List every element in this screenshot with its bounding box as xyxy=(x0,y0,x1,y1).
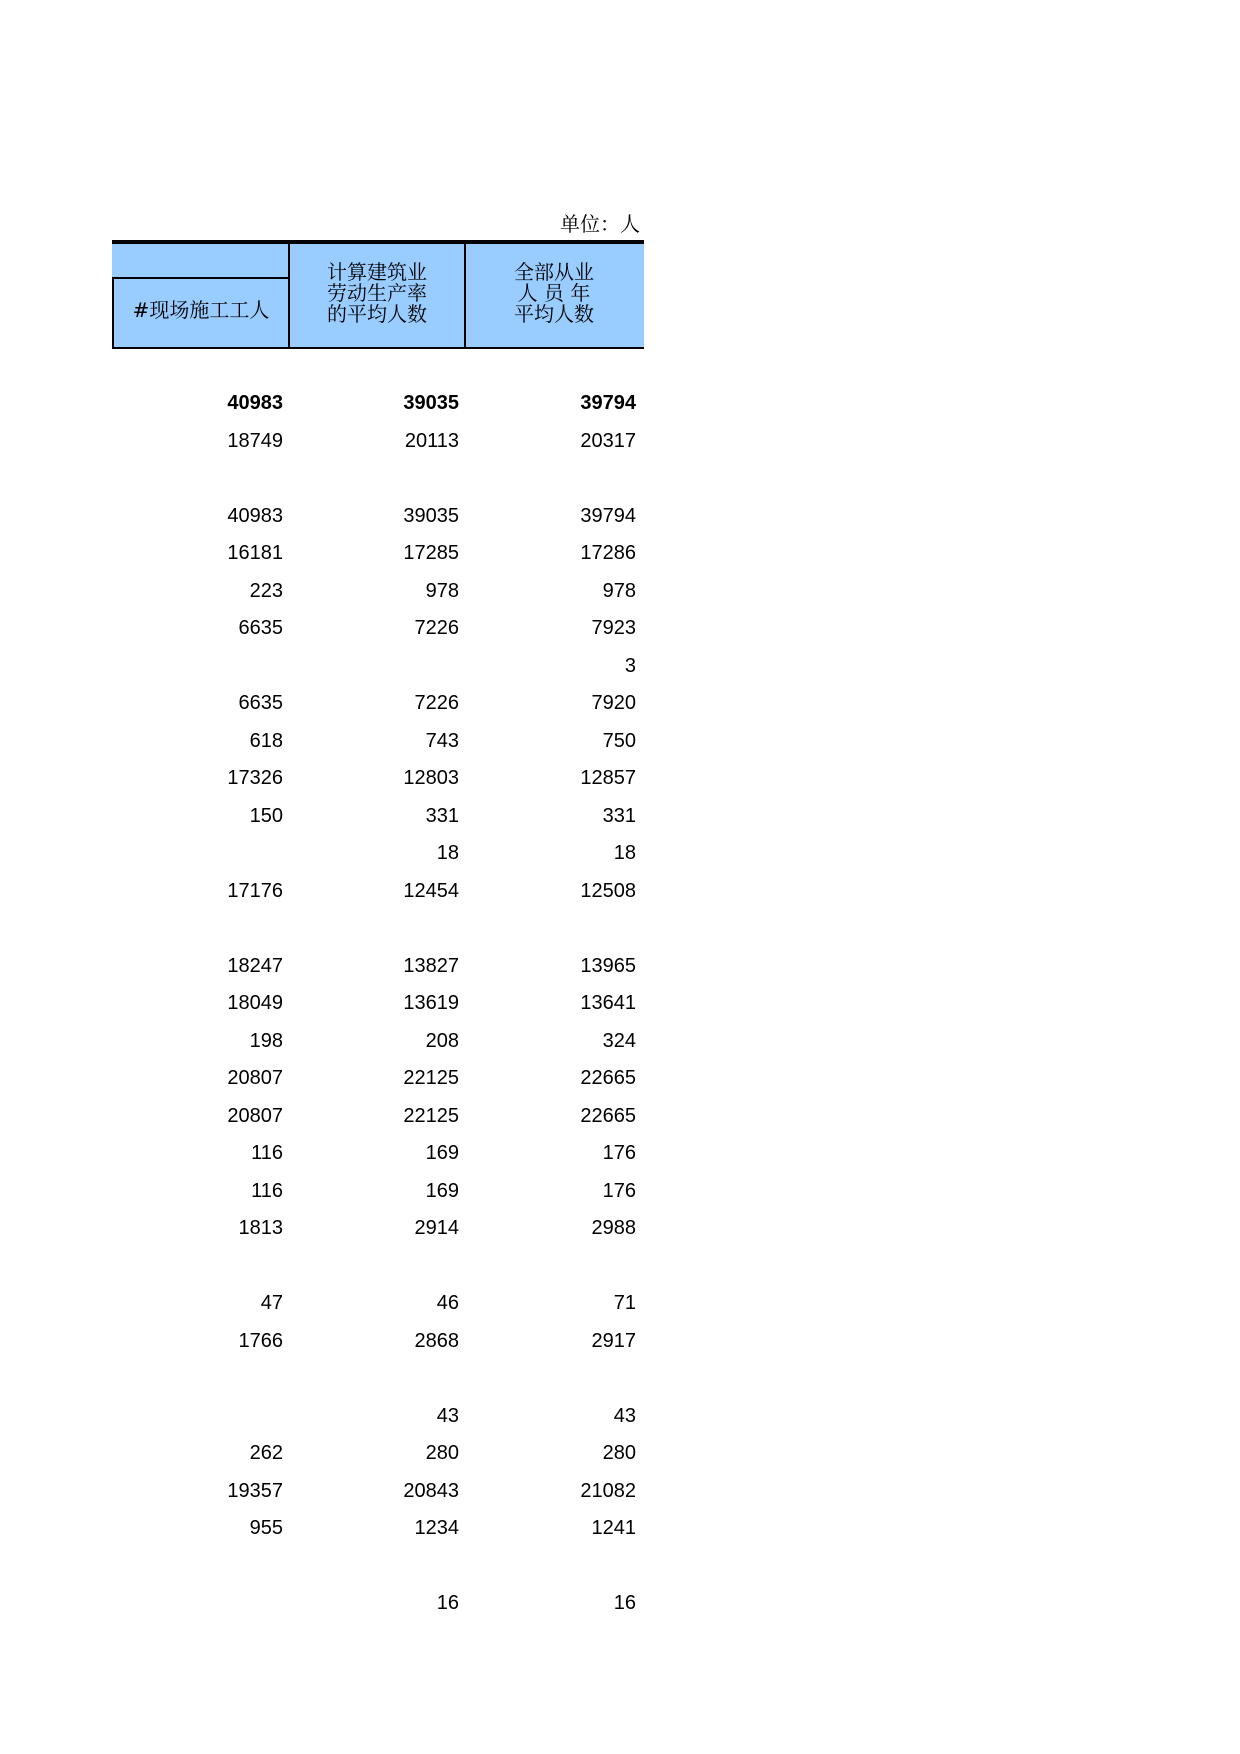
table-cell: 22665 xyxy=(580,1067,636,1089)
table-cell xyxy=(123,914,283,942)
table-cell: 22125 xyxy=(403,1104,459,1127)
table-cell: 1241 xyxy=(591,1517,636,1539)
table-cell: 18049 xyxy=(227,992,283,1014)
table-cell: 331 xyxy=(425,804,459,827)
table-cell: 1766 xyxy=(238,1329,283,1352)
table-cell: 2868 xyxy=(414,1329,459,1352)
table-cell: 3 xyxy=(624,654,636,677)
table-cell: 7226 xyxy=(414,617,459,639)
table-cell: 18749 xyxy=(227,429,283,452)
table-cell: 750 xyxy=(602,729,636,752)
table-cell: 7923 xyxy=(591,617,636,639)
table-cell: 39035 xyxy=(403,504,459,527)
table-cell xyxy=(476,1552,636,1580)
table-cell: 208 xyxy=(425,1029,459,1052)
table-cell: 20317 xyxy=(580,429,636,452)
table-cell xyxy=(123,1552,283,1580)
table-cell: 955 xyxy=(249,1517,283,1539)
table-cell: 150 xyxy=(249,804,283,827)
table-cell: 12803 xyxy=(403,767,459,789)
table-cell: 12454 xyxy=(403,879,459,902)
table-cell: 7226 xyxy=(414,692,459,714)
table-cell: 17326 xyxy=(227,767,283,789)
table-cell: 2914 xyxy=(414,1217,459,1239)
table-cell: 13619 xyxy=(403,992,459,1014)
table-cell: 17286 xyxy=(580,542,636,564)
table-cell: 324 xyxy=(602,1029,636,1052)
table-cell: 40983 xyxy=(227,392,283,414)
header-col-site-workers: #现场施工工人 xyxy=(132,298,270,322)
table-cell: 7920 xyxy=(591,692,636,714)
table-cell xyxy=(476,914,636,942)
table-cell: 169 xyxy=(425,1142,459,1164)
table-cell: 116 xyxy=(251,1142,283,1164)
table-cell xyxy=(299,1252,459,1280)
table-cell: 13641 xyxy=(580,992,636,1014)
table-cell: 47 xyxy=(260,1292,283,1314)
table-cell: 46 xyxy=(436,1292,459,1314)
table-cell: 43 xyxy=(436,1404,459,1427)
table-cell: 6635 xyxy=(238,617,283,639)
table-cell: 116 xyxy=(251,1179,283,1202)
table-cell: 21082 xyxy=(580,1479,636,1502)
table-cell: 16 xyxy=(613,1592,636,1614)
header-col-all-employees-avg: 全部从业 人 员 年 平均人数 xyxy=(514,260,594,326)
table-cell xyxy=(299,1364,459,1392)
unit-label: 单位：人 xyxy=(560,212,640,236)
table-cell xyxy=(299,652,459,680)
table-cell: 262 xyxy=(249,1442,283,1464)
table-cell: 2988 xyxy=(591,1217,636,1239)
table-cell: 331 xyxy=(602,804,636,827)
table-cell: 20113 xyxy=(404,429,459,452)
table-cell: 2917 xyxy=(591,1329,636,1352)
table-cell: 618 xyxy=(249,729,283,752)
table-cell: 12508 xyxy=(580,879,636,902)
table-cell: 280 xyxy=(602,1442,636,1464)
table-cell: 978 xyxy=(602,579,636,602)
table-cell xyxy=(123,839,283,867)
table-cell: 1234 xyxy=(414,1517,459,1539)
table-cell xyxy=(476,1252,636,1280)
table-cell: 43 xyxy=(613,1404,636,1427)
header-bottom-border xyxy=(112,347,644,349)
table-cell: 39794 xyxy=(580,392,636,414)
table-cell: 198 xyxy=(249,1029,283,1052)
table-cell: 13965 xyxy=(580,954,636,977)
table-cell: 20807 xyxy=(227,1067,283,1089)
table-cell: 39794 xyxy=(580,504,636,527)
table-cell: 20843 xyxy=(403,1479,459,1502)
table-cell: 1813 xyxy=(238,1217,283,1239)
table-cell: 743 xyxy=(425,729,459,752)
table-cell: 18247 xyxy=(227,954,283,977)
table-cell: 6635 xyxy=(238,692,283,714)
table-cell: 17285 xyxy=(403,542,459,564)
table-cell xyxy=(299,464,459,492)
table-cell: 39035 xyxy=(403,392,459,414)
table-cell: 176 xyxy=(602,1142,636,1164)
header-col-productivity-avg: 计算建筑业 劳动生产率 的平均人数 xyxy=(327,260,427,326)
table-cell xyxy=(123,1402,283,1430)
table-cell xyxy=(476,1364,636,1392)
table-cell: 169 xyxy=(425,1179,459,1202)
table-cell xyxy=(123,652,283,680)
table-cell xyxy=(299,914,459,942)
table-cell xyxy=(299,1552,459,1580)
table-cell: 18 xyxy=(436,842,459,864)
table-cell xyxy=(123,1252,283,1280)
table-cell xyxy=(476,464,636,492)
table-cell xyxy=(123,1364,283,1392)
table-cell: 280 xyxy=(425,1442,459,1464)
table-cell: 71 xyxy=(613,1292,636,1314)
table-cell xyxy=(123,464,283,492)
header-subline xyxy=(112,277,288,279)
table-cell: 22665 xyxy=(580,1104,636,1127)
table-cell: 16181 xyxy=(227,542,283,564)
table-cell: 17176 xyxy=(227,879,283,902)
table-cell: 13827 xyxy=(403,954,459,977)
table-cell: 20807 xyxy=(227,1104,283,1127)
table-cell: 978 xyxy=(425,579,459,602)
table-cell: 16 xyxy=(436,1592,459,1614)
table-cell xyxy=(123,1589,283,1617)
table-cell: 12857 xyxy=(580,767,636,789)
table-cell: 176 xyxy=(602,1179,636,1202)
table-cell: 19357 xyxy=(227,1479,283,1502)
table-cell: 40983 xyxy=(227,504,283,527)
table-cell: 22125 xyxy=(403,1067,459,1089)
table-cell: 18 xyxy=(613,842,636,864)
table-cell: 223 xyxy=(249,579,283,602)
